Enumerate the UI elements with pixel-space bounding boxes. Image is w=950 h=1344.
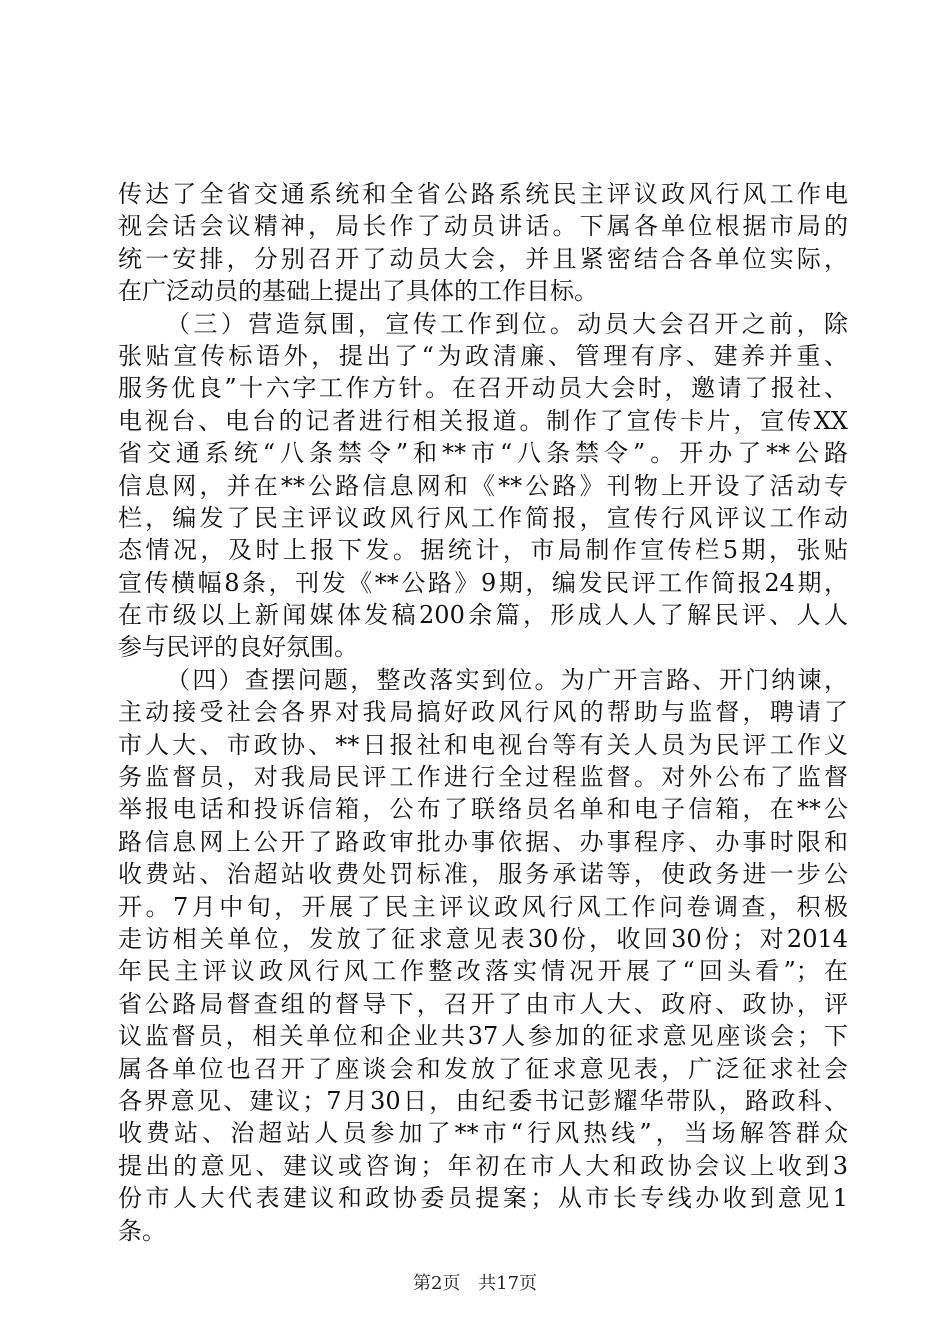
text-line: 年民主评议政风行风工作整改落实情况开展了“回头看”；在 (118, 957, 848, 986)
text-line: 服务优良”十六字工作方针。在召开动员大会时，邀请了报社、 (118, 374, 848, 403)
text-line: 各界意见、建议；7月30日，由纪委书记彭耀华带队，路政科、 (118, 1086, 848, 1115)
page-total: 共17页 (478, 1273, 538, 1294)
text-line: 议监督员，相关单位和企业共37人参加的征求意见座谈会；下 (118, 1022, 848, 1051)
text-line: 市人大、市政协、**日报社和电视台等有关人员为民评工作义 (118, 730, 848, 759)
text-line: 主动接受社会各界对我局搞好政风行风的帮助与监督，聘请了 (118, 698, 848, 727)
text-line: 份市人大代表建议和政协委员提案；从市长专线办收到意见1 (118, 1184, 848, 1213)
text-line: 属各单位也召开了座谈会和发放了征求意见表，广泛征求社会 (118, 1054, 848, 1083)
text-line: 走访相关单位，发放了征求意见表30份，收回30份；对2014 (118, 924, 848, 953)
paragraph-1 (118, 178, 848, 308)
text-line: 传达了全省交通系统和全省公路系统民主评议政风行风工作电 (118, 180, 848, 208)
text-line: 张贴宣传标语外，提出了“为政清廉、管理有序、建养并重、 (118, 341, 848, 370)
paragraph-2 (118, 308, 848, 664)
text-line: 开。7月中旬，开展了民主评议政风行风工作问卷调查，积极 (118, 892, 848, 921)
text-line: 收费站、治超站收费处罚标准，服务承诺等，使政务进一步公 (118, 860, 848, 889)
paragraph-3 (118, 664, 848, 1247)
text-line: 统一安排，分别召开了动员大会，并且紧密结合各单位实际， (118, 244, 848, 273)
text-line: 省交通系统“八条禁令”和**市“八条禁令”。开办了**公路 (118, 439, 848, 468)
text-line: 提出的意见、建议或咨询；年初在市人大和政协会议上收到3 (118, 1151, 848, 1180)
document-body (118, 178, 848, 1247)
text-line: 视会话会议精神，局长作了动员讲话。下属各单位根据市局的 (118, 212, 848, 241)
page-footer (0, 1272, 950, 1296)
text-line: 在市级以上新闻媒体发稿200余篇，形成人人了解民评、人人 (118, 601, 848, 630)
text-line: 省公路局督查组的督导下，召开了由市人大、政府、政协，评 (118, 989, 848, 1018)
text-line: 宣传横幅8条，刊发《**公路》9期，编发民评工作简报24期， (118, 568, 848, 597)
text-line: 信息网，并在**公路信息网和《**公路》刊物上开设了活动专 (118, 471, 848, 500)
text-line: （三）营造氛围，宣传工作到位。动员大会召开之前，除 (166, 309, 848, 338)
text-line: 务监督员，对我局民评工作进行全过程监督。对外公布了监督 (118, 763, 848, 792)
text-line: （四）查摆问题，整改落实到位。为广开言路、开门纳谏， (166, 665, 848, 694)
text-line: 路信息网上公开了路政审批办事依据、办事程序、办事时限和 (118, 827, 848, 856)
text-line: 收费站、治超站人员参加了**市“行风热线”，当场解答群众 (118, 1119, 848, 1148)
text-line: 栏，编发了民主评议政风行风工作简报，宣传行风评议工作动 (118, 503, 848, 532)
text-line: 态情况，及时上报下发。据统计，市局制作宣传栏5期，张贴 (118, 536, 848, 565)
text-line: 条。 (118, 1216, 166, 1245)
page-number: 第2页 (412, 1273, 461, 1294)
text-line: 举报电话和投诉信箱，公布了联络员名单和电子信箱，在**公 (118, 795, 848, 824)
text-line: 参与民评的良好氛围。 (118, 633, 358, 662)
text-line: 电视台、电台的记者进行相关报道。制作了宣传卡片，宣传XX (118, 406, 848, 435)
text-line: 在广泛动员的基础上提出了具体的工作目标。 (118, 277, 598, 306)
